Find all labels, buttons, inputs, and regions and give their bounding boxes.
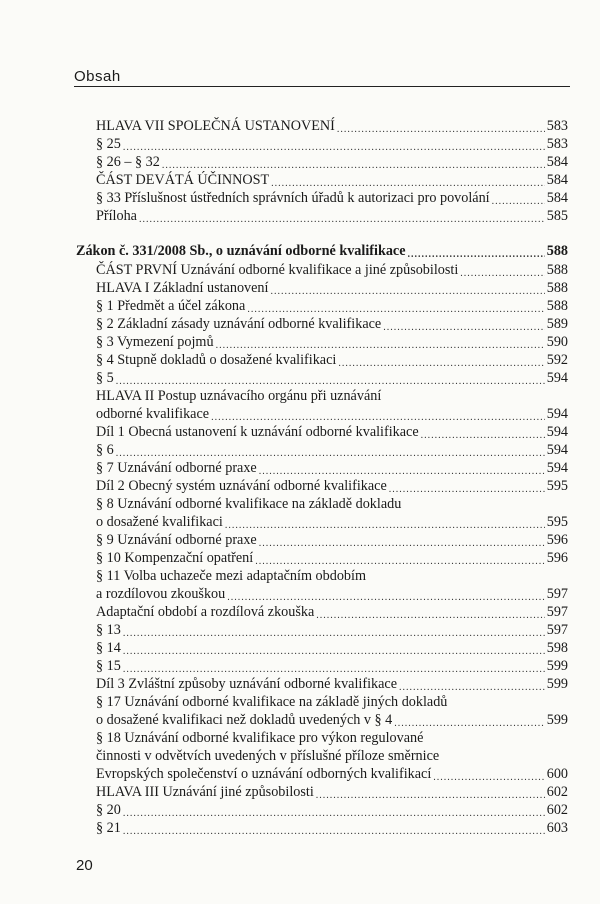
toc-leader bbox=[316, 787, 545, 801]
toc-leader bbox=[492, 193, 545, 207]
toc-entry bbox=[96, 801, 568, 819]
toc-entry bbox=[96, 693, 568, 711]
toc-entry-page: 603 bbox=[546, 820, 568, 836]
toc-entry bbox=[96, 351, 568, 369]
toc-entry-page: 588 bbox=[546, 280, 568, 296]
toc-leader bbox=[123, 661, 545, 675]
toc-entry-title: Díl 1 Obecná ustanovení k uznávání odborné kvalifikace bbox=[96, 424, 419, 440]
toc-entry bbox=[96, 171, 568, 189]
toc-entry bbox=[96, 261, 568, 279]
toc-leader bbox=[394, 715, 544, 729]
toc-entry-title: § 25 bbox=[96, 136, 121, 152]
toc-entry-title: § 4 Stupně dokladů o dosažené kvalifikaci bbox=[96, 352, 337, 368]
toc-entry-page: 588 bbox=[546, 243, 568, 259]
toc-entry-title: § 1 Předmět a účel zákona bbox=[96, 298, 246, 314]
toc-entry-title: § 8 Uznávání odborné kvalifikace na základě dokladu bbox=[96, 496, 402, 512]
toc-entry-page: 584 bbox=[546, 172, 568, 188]
toc-entry-page: 598 bbox=[546, 640, 568, 656]
toc-entry bbox=[96, 585, 568, 603]
toc-entry bbox=[96, 639, 568, 657]
toc-entry-title: Adaptační období a rozdílová zkouška bbox=[96, 604, 315, 620]
toc-leader bbox=[389, 481, 545, 495]
toc-leader bbox=[316, 607, 544, 621]
toc-entry-title: § 14 bbox=[96, 640, 121, 656]
toc-entry-page: 595 bbox=[546, 514, 568, 530]
toc-entry-title: Díl 2 Obecný systém uznávání odborné kvalifikace bbox=[96, 478, 387, 494]
toc-entry-title: § 10 Kompenzační opatření bbox=[96, 550, 254, 566]
toc-entry bbox=[96, 135, 568, 153]
toc-entry bbox=[96, 369, 568, 387]
toc-entry bbox=[96, 549, 568, 567]
toc-entry bbox=[96, 297, 568, 315]
toc-leader bbox=[247, 301, 544, 315]
toc-leader bbox=[270, 283, 544, 297]
toc-entry-title: § 3 Vymezení pojmů bbox=[96, 334, 214, 350]
toc-entry-page: 599 bbox=[546, 712, 568, 728]
toc-entry-page: 602 bbox=[546, 802, 568, 818]
toc-leader bbox=[259, 463, 545, 477]
running-header: Obsah bbox=[74, 68, 121, 85]
toc-entry bbox=[96, 603, 568, 621]
toc-leader bbox=[211, 409, 545, 423]
toc-entry bbox=[96, 207, 568, 225]
toc-leader bbox=[116, 373, 545, 387]
toc-entry-title: § 9 Uznávání odborné praxe bbox=[96, 532, 257, 548]
toc-entry-title: § 11 Volba uchazeče mezi adaptačním obdobím bbox=[96, 568, 366, 584]
toc-entry bbox=[96, 495, 568, 513]
toc-law-heading bbox=[76, 242, 568, 260]
toc-entry-page: 600 bbox=[546, 766, 568, 782]
toc-entry bbox=[96, 819, 568, 837]
toc-entry-page: 585 bbox=[546, 208, 568, 224]
toc-entry bbox=[96, 279, 568, 297]
toc-entry bbox=[96, 729, 568, 747]
toc-entry-page: 602 bbox=[546, 784, 568, 800]
toc-entry-page: 597 bbox=[546, 586, 568, 602]
toc-leader bbox=[338, 355, 544, 369]
toc-entry-title: Evropských společenství o uznávání odborných kvalifikací bbox=[96, 766, 432, 782]
toc-leader bbox=[337, 121, 545, 135]
toc-entry-page: 595 bbox=[546, 478, 568, 494]
toc-leader bbox=[216, 337, 545, 351]
toc-entry-page: 583 bbox=[546, 118, 568, 134]
toc-entry bbox=[96, 621, 568, 639]
toc-entry-title: ČÁST PRVNÍ Uznávání odborné kvalifikace a jiné způsobilosti bbox=[96, 262, 459, 278]
toc-entry-title: HLAVA III Uznávání jiné způsobilosti bbox=[96, 784, 314, 800]
toc-entry-title: § 17 Uznávání odborné kvalifikace na základě jiných dokladů bbox=[96, 694, 448, 710]
toc-entry bbox=[96, 315, 568, 333]
toc-entry-page: 594 bbox=[546, 370, 568, 386]
toc-leader bbox=[123, 823, 545, 837]
toc-leader bbox=[162, 157, 545, 171]
toc-entry-title: § 13 bbox=[96, 622, 121, 638]
toc-leader bbox=[259, 535, 545, 549]
toc-entry-title: § 26 – § 32 bbox=[96, 154, 160, 170]
toc-leader bbox=[123, 805, 545, 819]
toc-entry bbox=[96, 405, 568, 423]
toc-entry bbox=[96, 531, 568, 549]
toc-entry-page: 584 bbox=[546, 154, 568, 170]
toc-entry bbox=[96, 675, 568, 693]
toc-leader bbox=[123, 625, 545, 639]
toc-entry-page: 590 bbox=[546, 334, 568, 350]
toc-leader bbox=[399, 679, 545, 693]
toc-entry-page: 583 bbox=[546, 136, 568, 152]
toc-entry bbox=[96, 657, 568, 675]
toc-entry-title: odborné kvalifikace bbox=[96, 406, 210, 422]
toc-leader bbox=[116, 445, 545, 459]
toc-entry-title: HLAVA II Postup uznávacího orgánu při uznávání bbox=[96, 388, 382, 404]
toc-entry bbox=[96, 117, 568, 135]
toc-entry bbox=[96, 441, 568, 459]
toc-entry-page: 594 bbox=[546, 460, 568, 476]
toc-entry-title: § 18 Uznávání odborné kvalifikace pro výkon regulované bbox=[96, 730, 424, 746]
toc-leader bbox=[123, 643, 545, 657]
toc-entry-page: 597 bbox=[546, 622, 568, 638]
header-rule bbox=[74, 86, 570, 87]
toc-entry bbox=[96, 189, 568, 207]
toc-entry-title: § 21 bbox=[96, 820, 121, 836]
toc-entry-page: 589 bbox=[546, 316, 568, 332]
toc-entry bbox=[96, 423, 568, 441]
toc-leader bbox=[225, 517, 545, 531]
toc-entry-title: a rozdílovou zkouškou bbox=[96, 586, 226, 602]
toc-entry-title: Díl 3 Zvláštní způsoby uznávání odborné kvalifikace bbox=[96, 676, 398, 692]
toc-entry-title: Příloha bbox=[96, 208, 137, 224]
toc-entry bbox=[96, 333, 568, 351]
toc-leader bbox=[271, 175, 545, 189]
toc-entry-page: 594 bbox=[546, 424, 568, 440]
toc-leader bbox=[255, 553, 545, 567]
toc-leader bbox=[408, 246, 545, 260]
toc-entry-page: 584 bbox=[546, 190, 568, 206]
toc-entry bbox=[96, 783, 568, 801]
toc-entry-title: § 15 bbox=[96, 658, 121, 674]
toc-leader bbox=[433, 769, 544, 783]
toc-entry-page: 599 bbox=[546, 676, 568, 692]
toc-entry bbox=[96, 153, 568, 171]
toc-entry bbox=[96, 459, 568, 477]
toc-entry-title: o dosažené kvalifikaci bbox=[96, 514, 223, 530]
toc-entry bbox=[96, 711, 568, 729]
toc-entry bbox=[96, 747, 568, 765]
toc-entry-page: 594 bbox=[546, 406, 568, 422]
toc-entry bbox=[96, 477, 568, 495]
toc-entry-title: Zákon č. 331/2008 Sb., o uznávání odborné kvalifikace bbox=[76, 243, 406, 259]
toc-leader bbox=[421, 427, 545, 441]
toc-entry-page: 594 bbox=[546, 442, 568, 458]
toc-leader bbox=[460, 265, 544, 279]
toc-entry-title: ČÁST DEVÁTÁ ÚČINNOST bbox=[96, 172, 270, 188]
toc-entry-title: § 2 Základní zásady uznávání odborné kvalifikace bbox=[96, 316, 382, 332]
toc-entry bbox=[96, 513, 568, 531]
toc-entry-title: o dosažené kvalifikaci než dokladů uvedených v § 4 bbox=[96, 712, 393, 728]
toc-entry bbox=[96, 567, 568, 585]
toc-leader bbox=[139, 211, 545, 225]
toc-entry-page: 599 bbox=[546, 658, 568, 674]
toc-entry-title: § 5 bbox=[96, 370, 114, 386]
toc-entry-page: 588 bbox=[546, 298, 568, 314]
toc-entry-page: 596 bbox=[546, 550, 568, 566]
toc-entry-title: § 20 bbox=[96, 802, 121, 818]
toc-entry bbox=[96, 387, 568, 405]
toc-leader bbox=[227, 589, 544, 603]
toc-entry-page: 597 bbox=[546, 604, 568, 620]
toc-entry-title: § 6 bbox=[96, 442, 114, 458]
toc-entry-page: 592 bbox=[546, 352, 568, 368]
page-number: 20 bbox=[76, 857, 93, 874]
toc-entry-title: HLAVA I Základní ustanovení bbox=[96, 280, 269, 296]
toc-entry-page: 588 bbox=[546, 262, 568, 278]
toc-entry-page: 596 bbox=[546, 532, 568, 548]
toc-entry bbox=[96, 765, 568, 783]
toc-entry-title: § 7 Uznávání odborné praxe bbox=[96, 460, 257, 476]
toc-entry-title: § 33 Příslušnost ústředních správních úřadů k autorizaci pro povolání bbox=[96, 190, 490, 206]
toc-entry-title: činnosti v odvětvích uvedených v příslušné příloze směrnice bbox=[96, 748, 440, 764]
toc-entry-title: HLAVA VII SPOLEČNÁ USTANOVENÍ bbox=[96, 118, 335, 134]
toc-leader bbox=[383, 319, 545, 333]
toc-leader bbox=[123, 139, 545, 153]
